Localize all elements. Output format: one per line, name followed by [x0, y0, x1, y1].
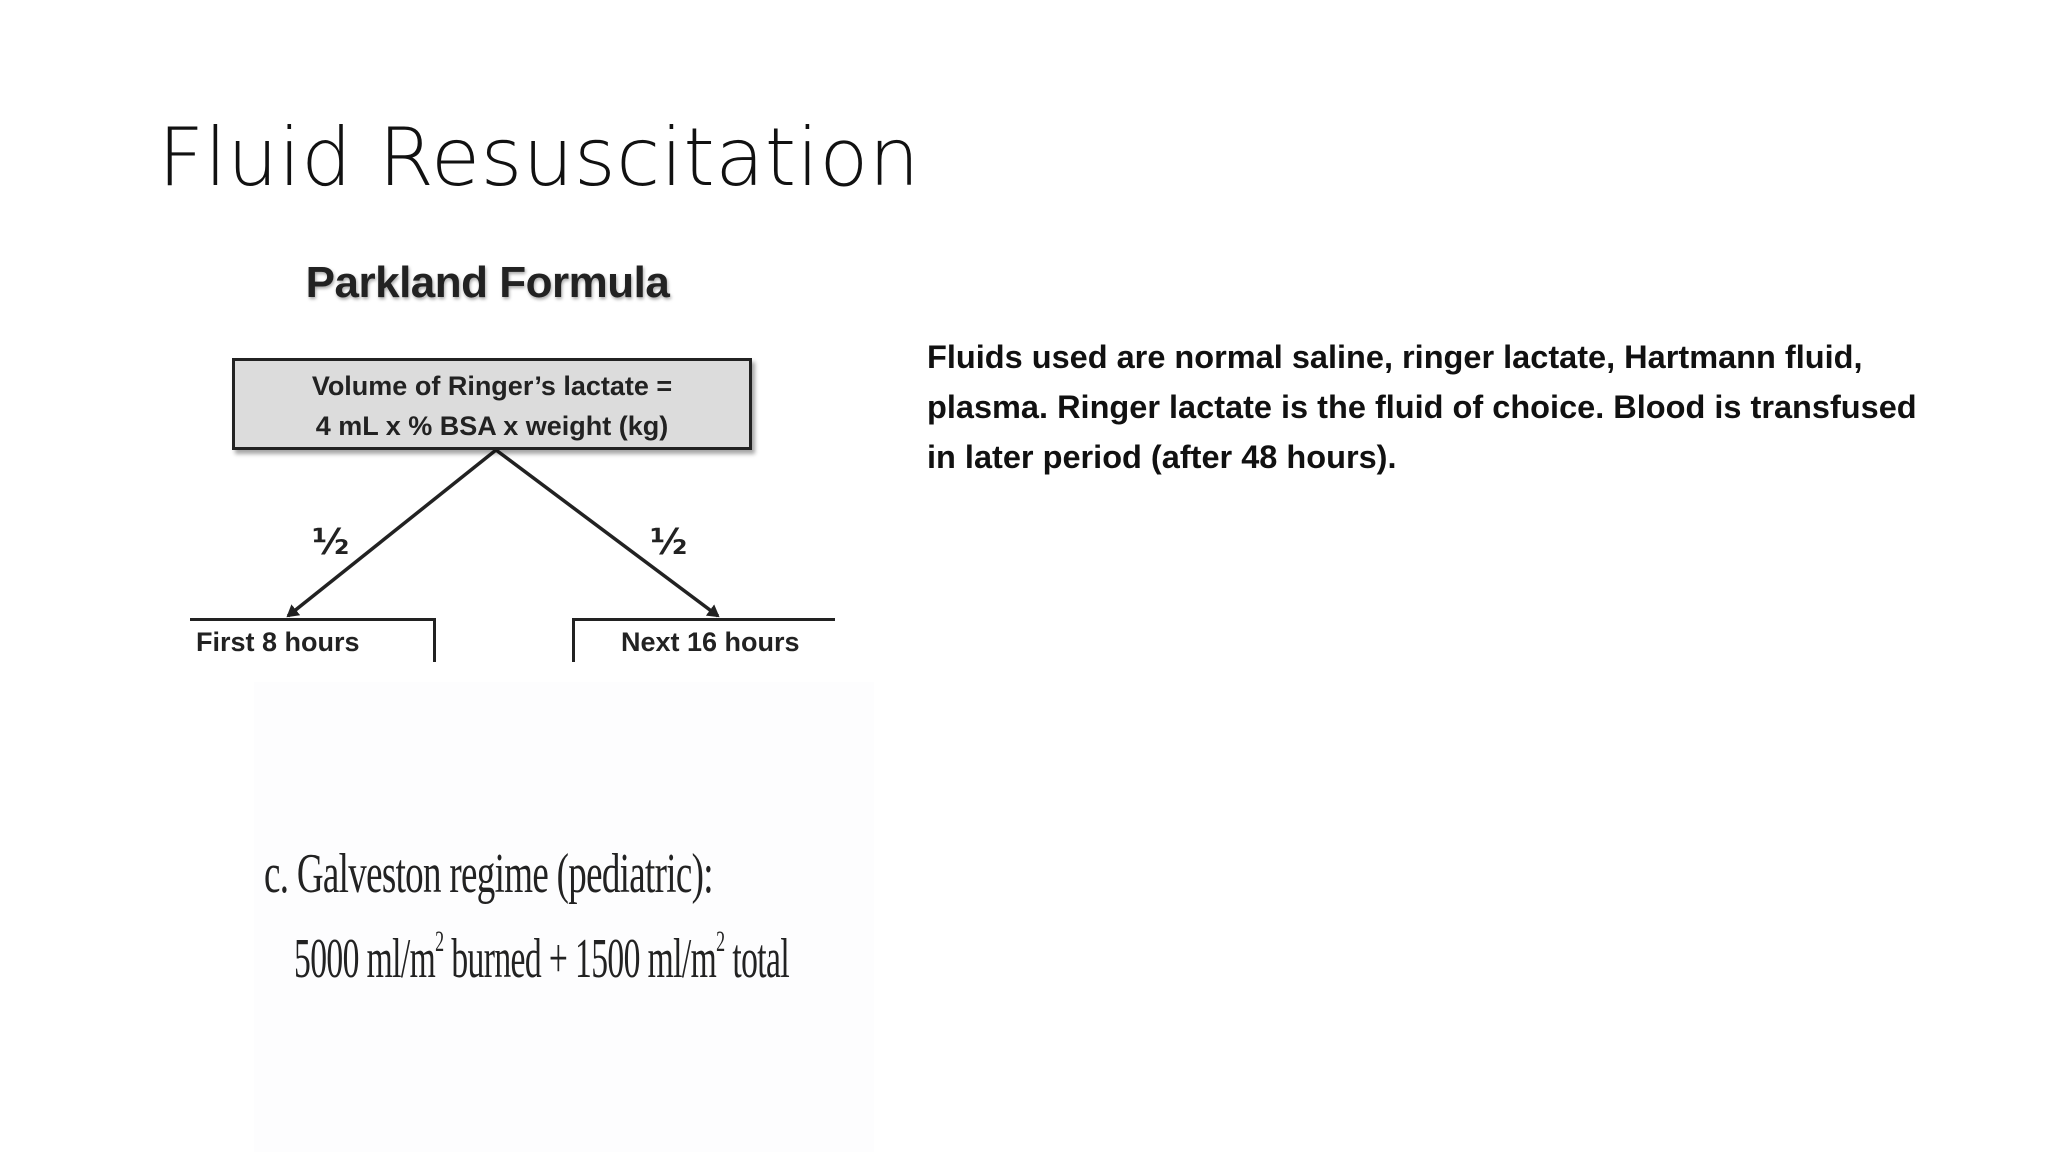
parkland-arrows [190, 250, 835, 662]
parkland-formula-diagram [190, 250, 835, 662]
fluids-description: Fluids used are normal saline, ringer lactate, Hartmann fluid, plasma. Ringer lactate is the fluid of choice. Blood is transfused in later period (after 48 hours). [927, 339, 1917, 475]
galveston-formula-sup1: 2 [435, 925, 444, 958]
galveston-regime-image [254, 682, 874, 1152]
formula-line-1: Volume of Ringer’s lactate = [311, 371, 673, 401]
slide-title: Fluid Resuscitation [158, 111, 920, 204]
galveston-formula-part2: burned + 1500 ml/m [443, 928, 717, 990]
right-fraction-label: ½ [650, 522, 688, 563]
galveston-formula-part1: 5000 ml/m [294, 928, 436, 990]
parkland-title: Parkland Formula [305, 258, 670, 307]
galveston-formula [294, 925, 789, 991]
next-16-hours-box: Next 16 hours [572, 618, 835, 662]
left-fraction-label: ½ [312, 522, 350, 563]
galveston-heading: c. Galveston regime (pediatric): [264, 843, 713, 905]
galveston-formula-part3: total [724, 928, 790, 990]
parkland-formula-box [232, 358, 752, 450]
formula-line-2: 4 mL x % BSA x weight (kg) [315, 411, 669, 441]
galveston-formula-sup2: 2 [716, 925, 725, 958]
first-8-hours-box: First 8 hours [190, 618, 436, 662]
